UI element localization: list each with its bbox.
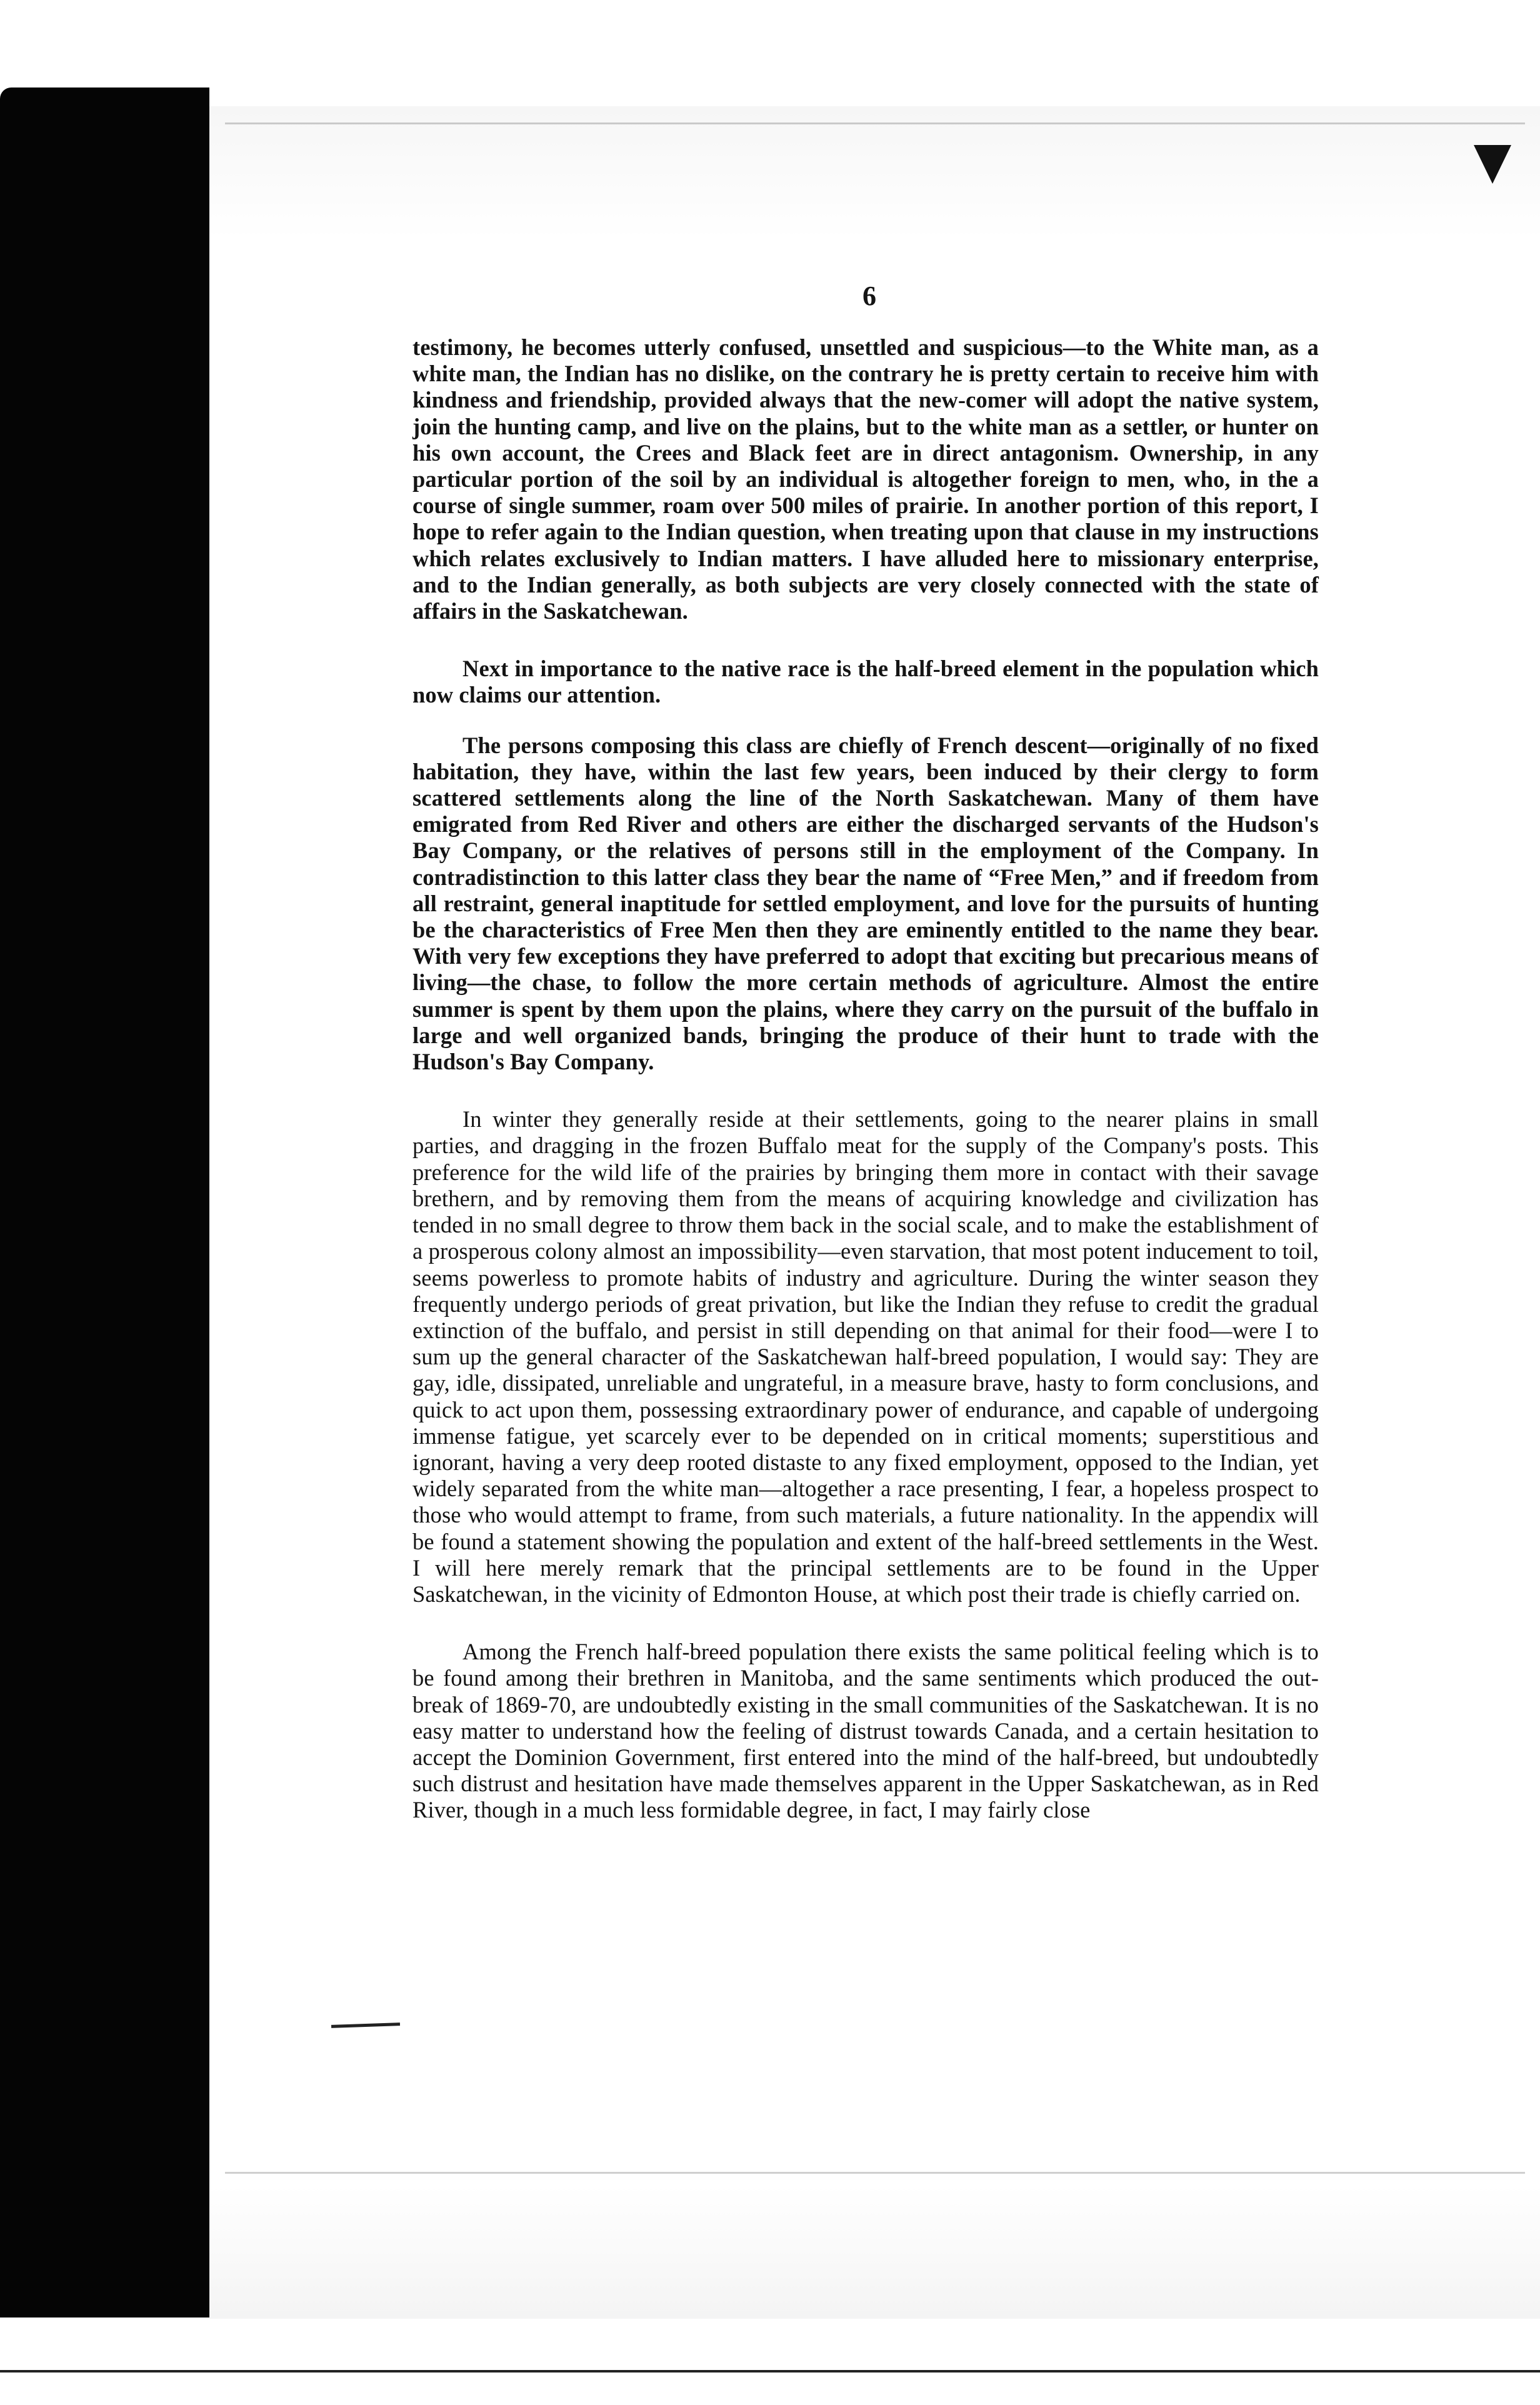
top-rule: [225, 122, 1525, 124]
corner-mark-icon: [1474, 145, 1511, 184]
paragraph-winter-settlements: In winter they generally reside at their settlements, going to the nearer plains in small parties, and dragging in the frozen Buffalo meat for the supply of the Company's posts. This preference for the wild life of the prairies by bringing them more in contact with their savage brethern, and by removing them from the means of acquiring knowledge and civilization has tended in no small degree to throw them back in the social scale, and to make the establishment of a prosperous colony almost an impossibility—even starvation, that most potent inducement to toil, seems powerless to promote habits of industry and agriculture. During the winter season they frequently undergo periods of great privation, but like the Indian they refuse to credit the gradual extinction of the buffalo, and persist in still depending on that animal for their food—were I to sum up the general character of the Saskatchewan half-breed population, I would say: They are gay, idle, dissipated, unreliable and ungrateful, in a measure brave, hasty to form conclusions, and quick to act upon them, possessing extraordinary power of endurance, and capable of undergoing immense fatigue, yet scarcely ever to be depended on in critical moments; superstitious and ignorant, having a very deep rooted distaste to any fixed employment, opposed to the Indian, yet widely separated from the white man—altogether a race presenting, I fear, a hopeless prospect to those who would attempt to frame, from such materials, a future nationality. In the appendix will be found a statement showing the population and extent of the half-breed settlements in the West. I will here merely remark that the principal settlements are to be found in the Upper Saskatchewan, in the vicinity of Edmonton House, at which post their trade is chiefly carried on.: [412, 1106, 1319, 1607]
document-body: [412, 334, 1319, 1855]
paragraph-testimony: testimony, he becomes utterly confused, unsettled and suspicious—to the White man, as a white man, the Indian has no dislike, on the contrary he is pretty certain to receive him with kindness and friendship, provided always that the new-comer will adopt the native system, join the hunting camp, and live on the plains, but to the white man as a settler, or hunter on his own account, the Crees and Black feet are in direct antagonism. Ownership, in any particular portion of the soil by an individual is altogether foreign to men, who, in the a course of single summer, roam over 500 miles of prairie. In another portion of this report, I hope to refer again to the Indian question, when treating upon that clause in my instructions which relates exclusively to Indian matters. I have alluded here to missionary enterprise, and to the Indian generally, as both subjects are very closely connected with the state of affairs in the Saskatchewan.: [412, 334, 1319, 624]
paragraph-political-feeling: Among the French half-breed population there exists the same political feeling which is to be found among their brethren in Manitoba, and the same sentiments which produced the out-break of 1869-70, are undoubtedly existing in the small communities of the Saskatchewan. It is no easy matter to understand how the feeling of distrust towards Canada, and a certain hesitation to accept the Dominion Government, first entered into the mind of the half-breed, but undoubtedly such distrust and hesitation have made themselves apparent in the Upper Saskatchewan, as in Red River, though in a much less formidable degree, in fact, I may fairly close: [412, 1639, 1319, 1823]
scanner-black-margin: [0, 88, 209, 2318]
page-number: 6: [862, 281, 876, 311]
bottom-rule: [225, 2172, 1525, 2174]
paragraph-free-men: The persons composing this class are chiefly of French descent—originally of no fixed habitation, they have, within the last few years, been induced by their clergy to form scattered settlements along the line of the North Saskatchewan. Many of them have emigrated from Red River and others are either the discharged servants of the Hudson's Bay Company, or the relatives of persons still in the employment of the Company. In contradistinction to this latter class they bear the name of “Free Men,” and if freedom from all restraint, general inaptitude for settled employment, and love for the pursuits of hunting be the characteristics of Free Men then they are eminently entitled to the name they bear. With very few exceptions they have preferred to adopt that exciting but precarious means of living—the chase, to follow the more certain methods of agriculture. Almost the entire summer is spent by them upon the plains, where they carry on the pursuit of the buffalo in large and well organized bands, bringing the produce of their hunt to trade with the Hudson's Bay Company.: [412, 732, 1319, 1075]
paragraph-half-breed-intro: Next in importance to the native race is the half-breed element in the population which now claims our attention.: [412, 656, 1319, 708]
footer-rule: [0, 2370, 1540, 2372]
